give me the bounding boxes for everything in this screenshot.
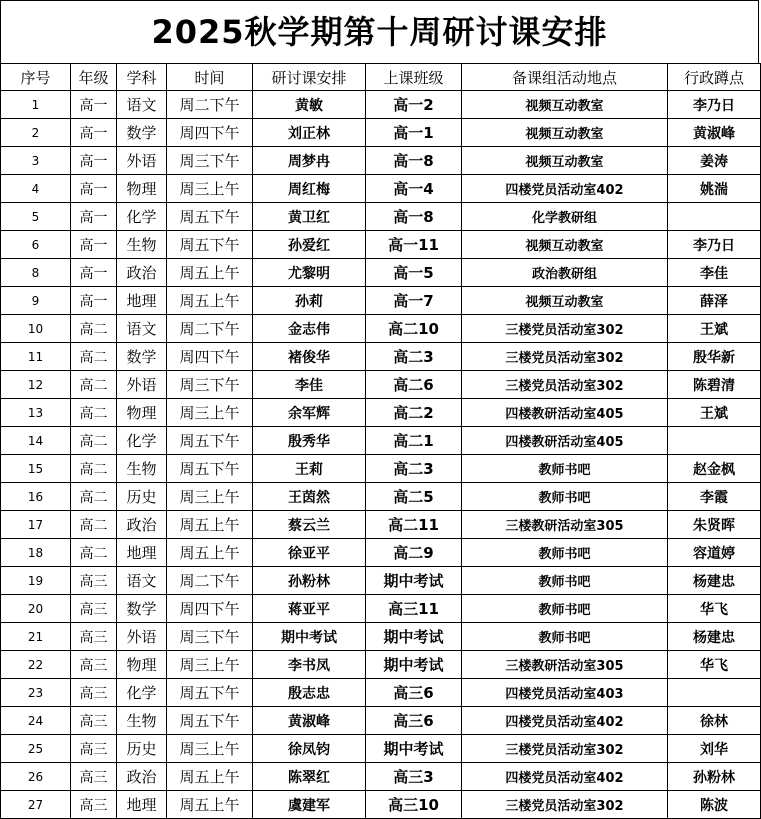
cell-time: 周三上午 — [167, 651, 253, 679]
cell-subject: 生物 — [117, 231, 167, 259]
cell-class: 高三11 — [366, 595, 462, 623]
table-row — [1, 399, 761, 427]
table-row — [1, 679, 761, 707]
cell-class: 高三3 — [366, 763, 462, 791]
table-row — [1, 119, 761, 147]
cell-index: 5 — [1, 203, 71, 231]
cell-index: 12 — [1, 371, 71, 399]
cell-time: 周三下午 — [167, 623, 253, 651]
cell-admin: 殷华新 — [668, 343, 761, 371]
cell-admin — [668, 203, 761, 231]
cell-teacher: 余军辉 — [253, 399, 366, 427]
cell-grade: 高三 — [71, 707, 117, 735]
table-row — [1, 651, 761, 679]
cell-class: 高一11 — [366, 231, 462, 259]
cell-class: 高一1 — [366, 119, 462, 147]
cell-time: 周四下午 — [167, 595, 253, 623]
header-row — [1, 64, 761, 91]
cell-admin: 李霞 — [668, 483, 761, 511]
cell-grade: 高一 — [71, 175, 117, 203]
cell-index: 6 — [1, 231, 71, 259]
cell-teacher: 蒋亚平 — [253, 595, 366, 623]
cell-grade: 高二 — [71, 399, 117, 427]
table-row — [1, 427, 761, 455]
cell-subject: 生物 — [117, 707, 167, 735]
cell-time: 周五下午 — [167, 455, 253, 483]
cell-class: 期中考试 — [366, 567, 462, 595]
cell-class: 高二10 — [366, 315, 462, 343]
cell-index: 19 — [1, 567, 71, 595]
cell-admin: 华飞 — [668, 595, 761, 623]
cell-teacher: 黄淑峰 — [253, 707, 366, 735]
cell-subject: 地理 — [117, 539, 167, 567]
cell-location: 三楼党员活动室302 — [462, 791, 668, 819]
cell-admin: 薛泽 — [668, 287, 761, 315]
cell-teacher: 徐亚平 — [253, 539, 366, 567]
cell-grade: 高三 — [71, 595, 117, 623]
cell-location: 视频互动教室 — [462, 231, 668, 259]
cell-admin: 徐林 — [668, 707, 761, 735]
cell-subject: 地理 — [117, 791, 167, 819]
cell-grade: 高二 — [71, 427, 117, 455]
cell-admin: 杨建忠 — [668, 623, 761, 651]
table-row — [1, 91, 761, 119]
cell-teacher: 期中考试 — [253, 623, 366, 651]
cell-time: 周三下午 — [167, 147, 253, 175]
cell-teacher: 孙粉林 — [253, 567, 366, 595]
cell-class: 高三6 — [366, 679, 462, 707]
cell-time: 周二下午 — [167, 567, 253, 595]
cell-index: 11 — [1, 343, 71, 371]
cell-subject: 物理 — [117, 175, 167, 203]
cell-teacher: 殷秀华 — [253, 427, 366, 455]
cell-subject: 政治 — [117, 511, 167, 539]
table-row — [1, 763, 761, 791]
cell-location: 四楼教研活动室405 — [462, 427, 668, 455]
cell-subject: 外语 — [117, 623, 167, 651]
cell-location: 视频互动教室 — [462, 91, 668, 119]
cell-teacher: 虞建军 — [253, 791, 366, 819]
cell-subject: 地理 — [117, 287, 167, 315]
cell-index: 27 — [1, 791, 71, 819]
header-cell-teacher: 研讨课安排 — [253, 64, 366, 91]
cell-class: 高二11 — [366, 511, 462, 539]
cell-location: 教师书吧 — [462, 567, 668, 595]
cell-location: 视频互动教室 — [462, 147, 668, 175]
cell-index: 15 — [1, 455, 71, 483]
cell-subject: 物理 — [117, 651, 167, 679]
cell-admin: 李乃日 — [668, 231, 761, 259]
cell-class: 期中考试 — [366, 735, 462, 763]
cell-location: 教师书吧 — [462, 595, 668, 623]
cell-class: 期中考试 — [366, 623, 462, 651]
cell-admin — [668, 427, 761, 455]
cell-index: 20 — [1, 595, 71, 623]
cell-location: 教师书吧 — [462, 539, 668, 567]
table-row — [1, 483, 761, 511]
cell-admin: 姚湍 — [668, 175, 761, 203]
cell-time: 周五上午 — [167, 259, 253, 287]
cell-teacher: 孙莉 — [253, 287, 366, 315]
cell-subject: 化学 — [117, 679, 167, 707]
cell-time: 周五下午 — [167, 707, 253, 735]
cell-class: 高一8 — [366, 147, 462, 175]
cell-subject: 数学 — [117, 343, 167, 371]
cell-grade: 高三 — [71, 735, 117, 763]
cell-time: 周五下午 — [167, 231, 253, 259]
cell-time: 周五上午 — [167, 539, 253, 567]
cell-location: 教师书吧 — [462, 483, 668, 511]
table-row — [1, 203, 761, 231]
cell-class: 高一8 — [366, 203, 462, 231]
table-row — [1, 595, 761, 623]
cell-class: 高三10 — [366, 791, 462, 819]
cell-index: 2 — [1, 119, 71, 147]
cell-index: 10 — [1, 315, 71, 343]
cell-grade: 高二 — [71, 511, 117, 539]
cell-admin: 朱贤晖 — [668, 511, 761, 539]
cell-index: 17 — [1, 511, 71, 539]
cell-class: 高二2 — [366, 399, 462, 427]
table-row — [1, 567, 761, 595]
cell-teacher: 黄卫红 — [253, 203, 366, 231]
cell-grade: 高一 — [71, 259, 117, 287]
cell-location: 教师书吧 — [462, 623, 668, 651]
cell-class: 期中考试 — [366, 651, 462, 679]
cell-admin: 杨建忠 — [668, 567, 761, 595]
cell-subject: 政治 — [117, 259, 167, 287]
cell-class: 高一7 — [366, 287, 462, 315]
cell-location: 四楼教研活动室405 — [462, 399, 668, 427]
cell-grade: 高一 — [71, 231, 117, 259]
cell-time: 周五下午 — [167, 427, 253, 455]
header-cell-time: 时间 — [167, 64, 253, 91]
cell-class: 高二1 — [366, 427, 462, 455]
cell-index: 21 — [1, 623, 71, 651]
cell-index: 18 — [1, 539, 71, 567]
cell-time: 周三上午 — [167, 175, 253, 203]
cell-grade: 高一 — [71, 287, 117, 315]
cell-teacher: 周红梅 — [253, 175, 366, 203]
cell-grade: 高三 — [71, 763, 117, 791]
cell-admin: 姜涛 — [668, 147, 761, 175]
cell-class: 高二9 — [366, 539, 462, 567]
cell-index: 3 — [1, 147, 71, 175]
cell-location: 教师书吧 — [462, 455, 668, 483]
cell-admin: 王斌 — [668, 399, 761, 427]
cell-time: 周五下午 — [167, 679, 253, 707]
cell-location: 三楼党员活动室302 — [462, 343, 668, 371]
cell-subject: 数学 — [117, 119, 167, 147]
cell-subject: 政治 — [117, 763, 167, 791]
cell-subject: 外语 — [117, 371, 167, 399]
header-cell-admin: 行政蹲点 — [668, 64, 761, 91]
cell-grade: 高一 — [71, 147, 117, 175]
cell-class: 高一2 — [366, 91, 462, 119]
table-row — [1, 455, 761, 483]
cell-subject: 化学 — [117, 427, 167, 455]
cell-class: 高二3 — [366, 343, 462, 371]
cell-teacher: 徐凤钧 — [253, 735, 366, 763]
cell-admin: 王斌 — [668, 315, 761, 343]
cell-teacher: 蔡云兰 — [253, 511, 366, 539]
page-title: 2025秋学期第十周研讨课安排 — [0, 0, 759, 63]
cell-location: 四楼党员活动室402 — [462, 707, 668, 735]
cell-location: 视频互动教室 — [462, 119, 668, 147]
cell-time: 周三上午 — [167, 735, 253, 763]
cell-time: 周五上午 — [167, 287, 253, 315]
table-row — [1, 315, 761, 343]
cell-index: 26 — [1, 763, 71, 791]
cell-admin: 陈波 — [668, 791, 761, 819]
cell-index: 25 — [1, 735, 71, 763]
table-row — [1, 371, 761, 399]
cell-class: 高二5 — [366, 483, 462, 511]
cell-admin: 陈碧清 — [668, 371, 761, 399]
cell-time: 周三下午 — [167, 371, 253, 399]
schedule-table — [0, 63, 761, 819]
cell-teacher: 尤黎明 — [253, 259, 366, 287]
cell-teacher: 黄敏 — [253, 91, 366, 119]
table-row — [1, 287, 761, 315]
cell-teacher: 李书凤 — [253, 651, 366, 679]
cell-grade: 高三 — [71, 651, 117, 679]
cell-subject: 物理 — [117, 399, 167, 427]
cell-teacher: 殷志忠 — [253, 679, 366, 707]
cell-index: 13 — [1, 399, 71, 427]
header-cell-location: 备课组活动地点 — [462, 64, 668, 91]
cell-location: 三楼教研活动室305 — [462, 651, 668, 679]
table-row — [1, 791, 761, 819]
cell-admin: 刘华 — [668, 735, 761, 763]
cell-location: 政治教研组 — [462, 259, 668, 287]
cell-admin — [668, 679, 761, 707]
cell-subject: 生物 — [117, 455, 167, 483]
cell-teacher: 刘正林 — [253, 119, 366, 147]
cell-teacher: 李佳 — [253, 371, 366, 399]
cell-time: 周二下午 — [167, 315, 253, 343]
cell-grade: 高一 — [71, 119, 117, 147]
cell-subject: 外语 — [117, 147, 167, 175]
cell-index: 16 — [1, 483, 71, 511]
header-cell-class: 上课班级 — [366, 64, 462, 91]
cell-teacher: 褚俊华 — [253, 343, 366, 371]
cell-grade: 高二 — [71, 371, 117, 399]
cell-grade: 高一 — [71, 91, 117, 119]
cell-class: 高二6 — [366, 371, 462, 399]
cell-admin: 李乃日 — [668, 91, 761, 119]
cell-teacher: 金志伟 — [253, 315, 366, 343]
cell-admin: 黄淑峰 — [668, 119, 761, 147]
header-cell-index: 序号 — [1, 64, 71, 91]
cell-grade: 高一 — [71, 203, 117, 231]
cell-admin: 孙粉林 — [668, 763, 761, 791]
cell-location: 四楼党员活动室403 — [462, 679, 668, 707]
cell-grade: 高二 — [71, 455, 117, 483]
cell-subject: 化学 — [117, 203, 167, 231]
cell-time: 周四下午 — [167, 343, 253, 371]
table-row — [1, 623, 761, 651]
cell-teacher: 陈翠红 — [253, 763, 366, 791]
cell-class: 高三6 — [366, 707, 462, 735]
cell-subject: 数学 — [117, 595, 167, 623]
cell-admin: 李佳 — [668, 259, 761, 287]
cell-index: 22 — [1, 651, 71, 679]
cell-grade: 高二 — [71, 315, 117, 343]
cell-admin: 赵金枫 — [668, 455, 761, 483]
cell-grade: 高三 — [71, 679, 117, 707]
table-row — [1, 231, 761, 259]
cell-teacher: 孙爱红 — [253, 231, 366, 259]
cell-subject: 历史 — [117, 483, 167, 511]
cell-grade: 高三 — [71, 791, 117, 819]
table-row — [1, 707, 761, 735]
cell-location: 化学教研组 — [462, 203, 668, 231]
cell-class: 高一5 — [366, 259, 462, 287]
cell-class: 高一4 — [366, 175, 462, 203]
cell-grade: 高二 — [71, 343, 117, 371]
cell-index: 8 — [1, 259, 71, 287]
cell-time: 周四下午 — [167, 119, 253, 147]
cell-location: 四楼党员活动室402 — [462, 175, 668, 203]
cell-location: 三楼党员活动室302 — [462, 315, 668, 343]
cell-time: 周五上午 — [167, 763, 253, 791]
header-cell-grade: 年级 — [71, 64, 117, 91]
cell-index: 1 — [1, 91, 71, 119]
cell-index: 9 — [1, 287, 71, 315]
cell-index: 23 — [1, 679, 71, 707]
cell-index: 14 — [1, 427, 71, 455]
cell-grade: 高三 — [71, 567, 117, 595]
table-body — [1, 91, 761, 819]
cell-time: 周五上午 — [167, 791, 253, 819]
cell-location: 三楼党员活动室302 — [462, 371, 668, 399]
cell-time: 周二下午 — [167, 91, 253, 119]
cell-class: 高二3 — [366, 455, 462, 483]
cell-location: 三楼教研活动室305 — [462, 511, 668, 539]
cell-admin: 华飞 — [668, 651, 761, 679]
cell-subject: 历史 — [117, 735, 167, 763]
cell-subject: 语文 — [117, 315, 167, 343]
cell-grade: 高三 — [71, 623, 117, 651]
table-row — [1, 259, 761, 287]
cell-teacher: 王莉 — [253, 455, 366, 483]
cell-subject: 语文 — [117, 567, 167, 595]
cell-location: 四楼党员活动室402 — [462, 763, 668, 791]
cell-time: 周五上午 — [167, 511, 253, 539]
cell-time: 周三上午 — [167, 399, 253, 427]
cell-teacher: 王茵然 — [253, 483, 366, 511]
table-row — [1, 735, 761, 763]
cell-index: 24 — [1, 707, 71, 735]
table-row — [1, 175, 761, 203]
cell-admin: 容道婷 — [668, 539, 761, 567]
cell-time: 周五下午 — [167, 203, 253, 231]
cell-location: 视频互动教室 — [462, 287, 668, 315]
table-row — [1, 147, 761, 175]
cell-location: 三楼党员活动室302 — [462, 735, 668, 763]
table-row — [1, 511, 761, 539]
cell-index: 4 — [1, 175, 71, 203]
cell-time: 周三上午 — [167, 483, 253, 511]
cell-grade: 高二 — [71, 539, 117, 567]
table-row — [1, 539, 761, 567]
table-row — [1, 343, 761, 371]
cell-teacher: 周梦冉 — [253, 147, 366, 175]
cell-subject: 语文 — [117, 91, 167, 119]
header-cell-subject: 学科 — [117, 64, 167, 91]
cell-grade: 高二 — [71, 483, 117, 511]
